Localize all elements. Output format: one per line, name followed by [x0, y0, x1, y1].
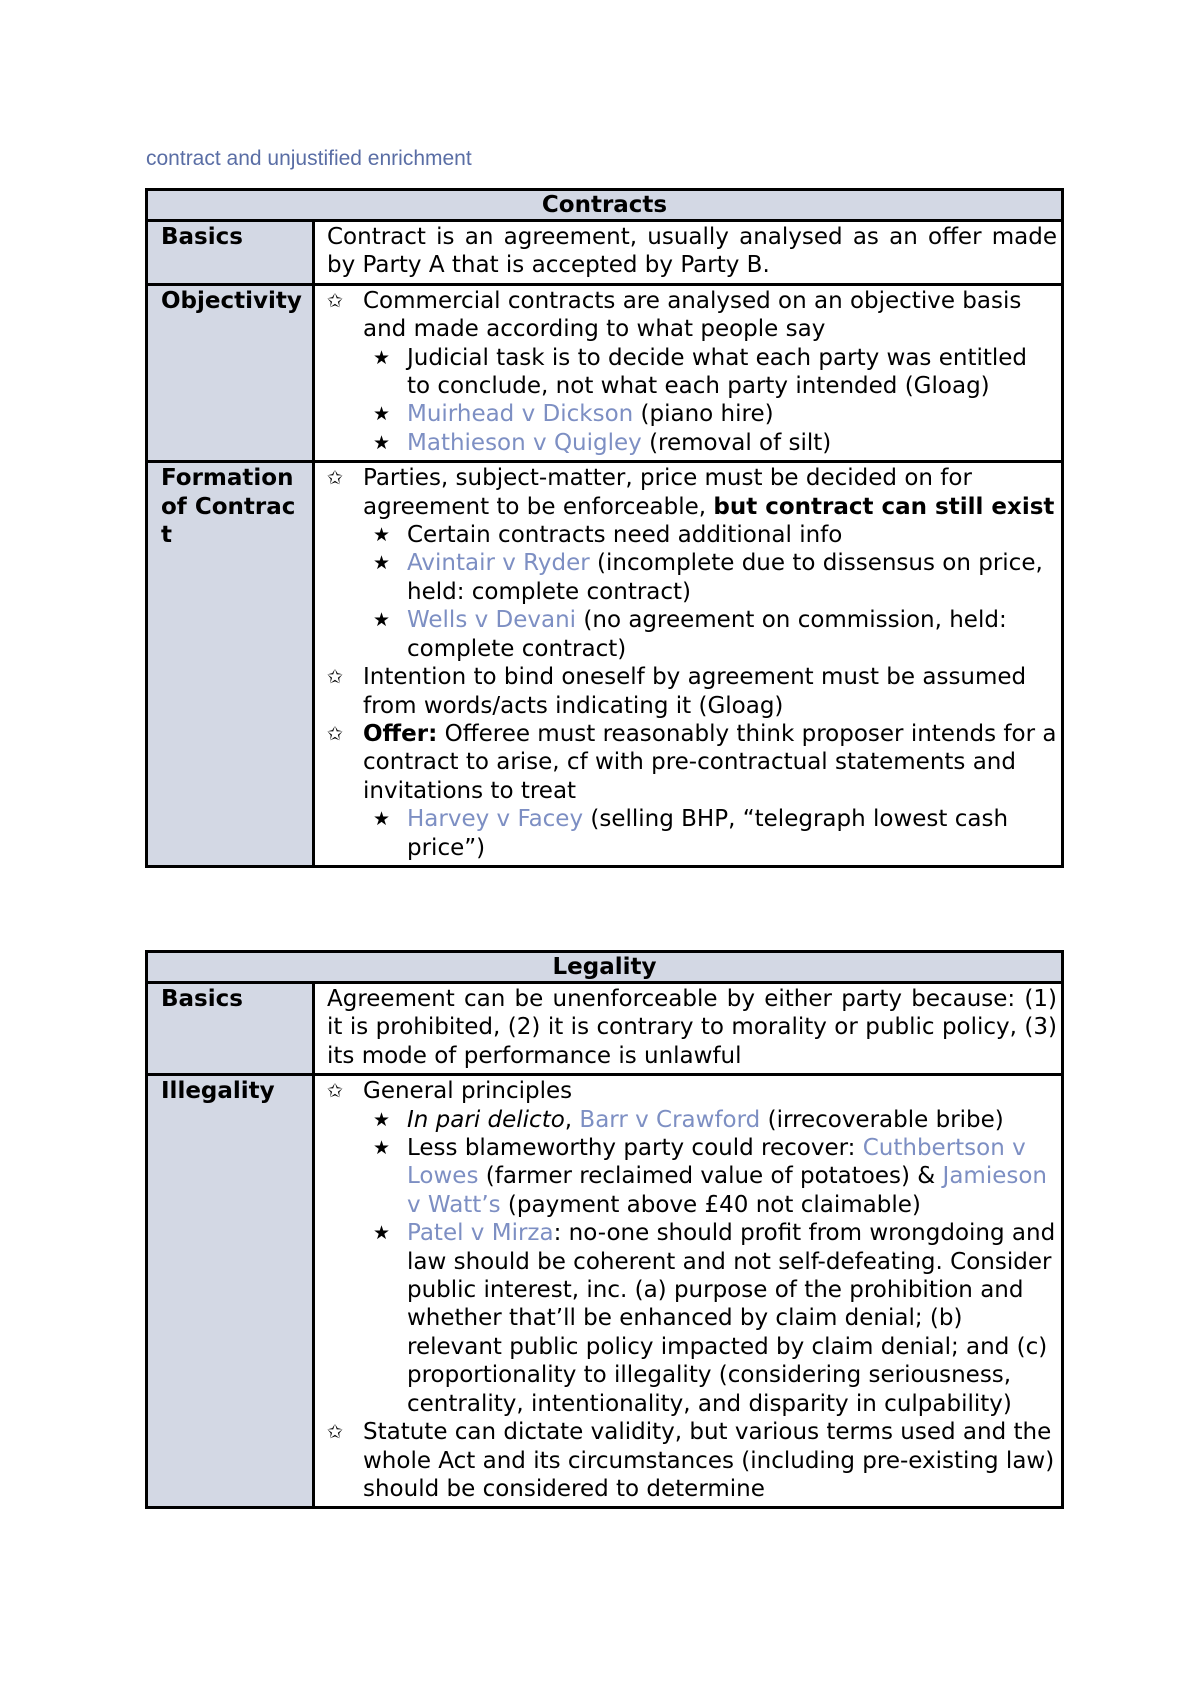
list-item: [327, 1219, 1057, 1418]
bold-text: but contract can still exist: [713, 493, 1055, 520]
outline-star-icon: ✩: [327, 1080, 343, 1103]
case-link[interactable]: Harvey v Facey: [407, 806, 584, 833]
filled-star-icon: ★: [373, 1137, 391, 1160]
filled-star-icon: ★: [373, 431, 391, 454]
row-label-objectivity: Objectivity: [147, 284, 314, 461]
legality-heading: Legality: [147, 952, 1063, 983]
filled-star-icon: ★: [373, 1108, 391, 1131]
filled-star-icon: ★: [373, 524, 391, 547]
contracts-table: [145, 188, 1064, 868]
italic-text: In pari delicto: [407, 1106, 565, 1133]
case-link[interactable]: Patel v Mirza: [407, 1220, 554, 1247]
case-link[interactable]: Cuthbertson v Lowes: [407, 1135, 1026, 1190]
bullet-text: (piano hire): [633, 401, 774, 428]
list-item: [327, 464, 1057, 663]
filled-star-icon: ★: [373, 403, 391, 426]
legality-basics-row: [147, 983, 1063, 1075]
bullet-text: (no agreement on commission, held: complete contract): [407, 607, 1007, 662]
bullet-text: (incomplete due to dissensus on price, held: complete contract): [407, 550, 1043, 605]
list-item: [327, 663, 1057, 720]
filled-star-icon: ★: [373, 1222, 391, 1245]
case-link[interactable]: Wells v Devani: [407, 607, 577, 634]
list-item: [327, 344, 1057, 401]
filled-star-icon: ★: [373, 552, 391, 575]
objectivity-row: [147, 284, 1063, 461]
list-item: [327, 805, 1057, 862]
separator-text: ,: [564, 1106, 580, 1133]
formation-row: [147, 462, 1063, 867]
list-item: [327, 287, 1057, 457]
bullet-text: General principles: [363, 1078, 573, 1105]
row-label-basics: Basics: [147, 983, 314, 1075]
list-item: [327, 720, 1057, 862]
contracts-basics-text: Contract is an agreement, usually analysed as an offer made by Party A that is accepted by Party B.: [314, 221, 1063, 285]
bullet-text: (farmer reclaimed value of potatoes) &: [478, 1163, 943, 1190]
list-item: [327, 606, 1057, 663]
row-label-formation: Formation of Contract: [147, 462, 314, 867]
list-item: [327, 1106, 1057, 1134]
contracts-heading: Contracts: [147, 190, 1063, 221]
case-link[interactable]: Mathieson v Quigley: [407, 429, 642, 456]
outline-star-icon: ✩: [327, 666, 343, 689]
bullet-text: Intention to bind oneself by agreement must be assumed from words/acts indicating it (Gloag): [363, 664, 1027, 719]
document-title: contract and unjustified enrichment: [146, 147, 472, 170]
list-item: [327, 1418, 1057, 1503]
formation-content: [314, 462, 1063, 867]
list-item: [327, 521, 1057, 549]
outline-star-icon: ✩: [327, 467, 343, 490]
case-link[interactable]: Muirhead v Dickson: [407, 401, 634, 428]
bullet-text: Offeree must reasonably think proposer intends for a contract to arise, cf with pre-contractual statements and invitations to treat: [363, 720, 1057, 804]
bullet-text: (payment above £40 not claimable): [500, 1191, 921, 1218]
outline-star-icon: ✩: [327, 1421, 343, 1444]
objectivity-content: [314, 284, 1063, 461]
list-item: [327, 1077, 1057, 1418]
outline-star-icon: ✩: [327, 289, 343, 312]
filled-star-icon: ★: [373, 808, 391, 831]
contracts-basics-row: [147, 221, 1063, 285]
bullet-text: (selling BHP, “telegraph lowest cash price”): [407, 806, 1009, 861]
case-link[interactable]: Avintair v Ryder: [407, 550, 590, 577]
row-label-basics: Basics: [147, 221, 314, 285]
list-item: [327, 400, 1057, 428]
bullet-text: Less blameworthy party could recover:: [407, 1135, 863, 1162]
filled-star-icon: ★: [373, 346, 391, 369]
bold-text: Offer:: [363, 720, 438, 747]
bullet-text: Commercial contracts are analysed on an objective basis and made according to what people say: [363, 287, 1022, 343]
bullet-text: Statute can dictate validity, but various terms used and the whole Act and its circumstances (including pre-existing law) should be considered to determine: [363, 1419, 1055, 1502]
case-link[interactable]: Jamieson v Watt’s: [407, 1163, 1047, 1218]
filled-star-icon: ★: [373, 609, 391, 632]
bullet-text: : no-one should profit from wrongdoing and law should be coherent and not self-defeating. Consider public interest, inc. (a) purpose of the prohibition and whether that’ll be enhanced by claim denial; (b) relevant public policy impacted by claim denial; and (c) proportionality to illegality (considering seriousness, centrality, intentionality, and disparity in culpability): [407, 1220, 1056, 1417]
row-label-illegality: Illegality: [147, 1075, 314, 1508]
illegality-content: [314, 1075, 1063, 1508]
bullet-text: Judicial task is to decide what each party was entitled to conclude, not what each party intended (Gloag): [407, 344, 1028, 400]
case-link[interactable]: Barr v Crawford: [579, 1106, 761, 1133]
bullet-text: Certain contracts need additional info: [407, 522, 843, 549]
list-item: [327, 549, 1057, 606]
outline-star-icon: ✩: [327, 722, 343, 745]
bullet-text: (irrecoverable bribe): [760, 1106, 1004, 1133]
bullet-text: Parties, subject-matter, price must be decided on for agreement to be enforceable,: [363, 465, 972, 520]
list-item: [327, 1134, 1057, 1219]
legality-table: [145, 950, 1064, 1509]
illegality-row: [147, 1075, 1063, 1508]
legality-basics-text: Agreement can be unenforceable by either party because: (1) it is prohibited, (2) it is contrary to morality or public policy, (3) its mode of performance is unlawful: [314, 983, 1063, 1075]
list-item: [327, 429, 1057, 457]
bullet-text: (removal of silt): [641, 429, 832, 456]
